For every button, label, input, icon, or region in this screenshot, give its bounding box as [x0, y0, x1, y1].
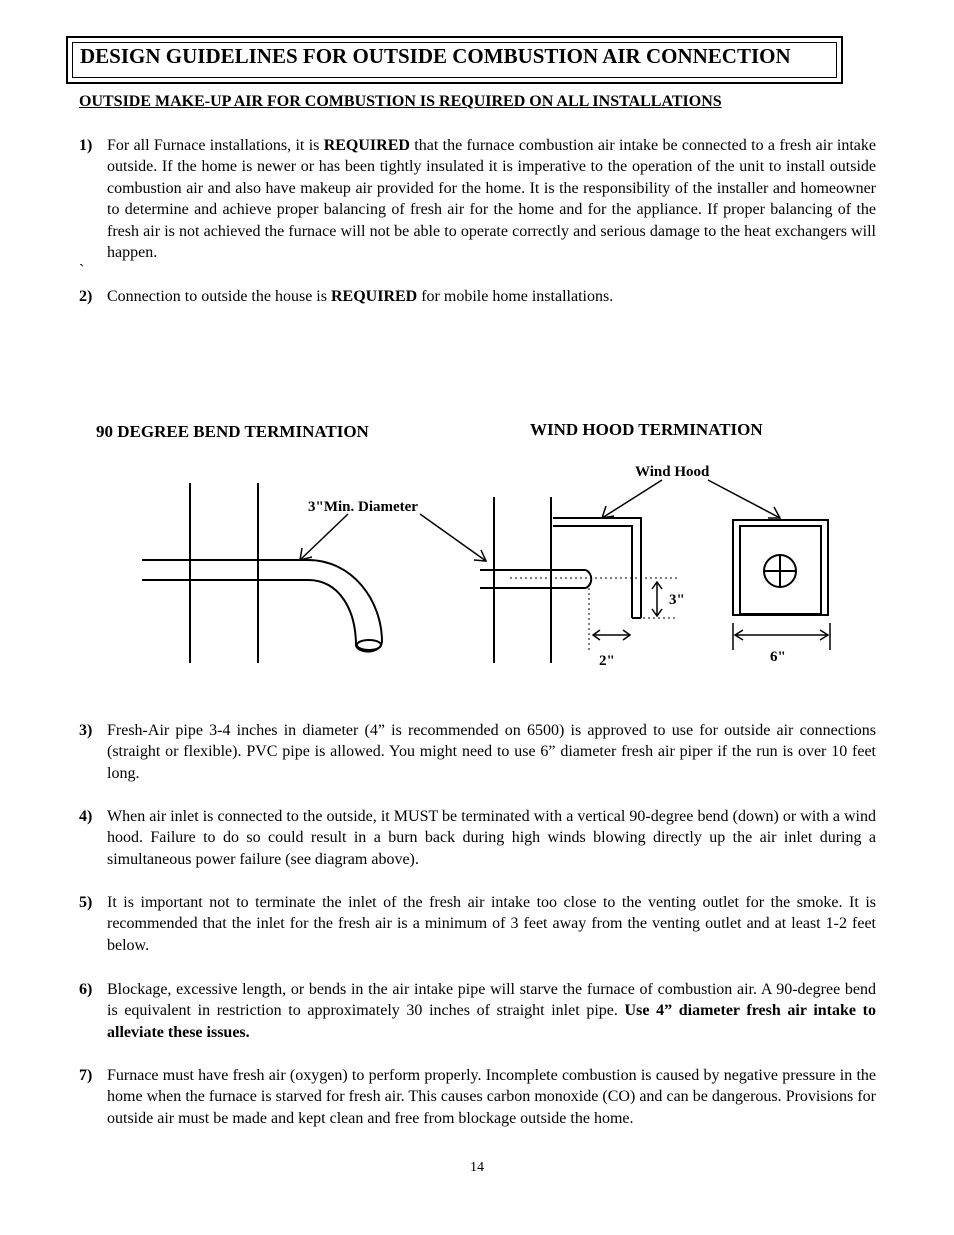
item-text: Fresh-Air pipe 3-4 inches in diameter (4” is recommended on 6500) is approved to use for outside air connections (straight or flexible). PVC pipe is allowed. You might need to use 6” diameter fresh air piper if the run is over 10 feet long.	[107, 722, 876, 782]
item-number: 5)	[79, 894, 93, 911]
wind-hood-label: Wind Hood	[635, 464, 710, 480]
diameter-label: 3"Min. Diameter	[308, 499, 418, 515]
section-subtitle: OUTSIDE MAKE-UP AIR FOR COMBUSTION IS REQUIRED ON ALL INSTALLATIONS	[79, 93, 722, 110]
list-item-3	[79, 720, 876, 784]
page-title: DESIGN GUIDELINES FOR OUTSIDE COMBUSTION AIR CONNECTION	[80, 44, 791, 68]
hood-termination-drawing	[480, 497, 828, 663]
list-item-4	[79, 806, 876, 870]
item-text: Furnace must have fresh air (oxygen) to perform properly. Incomplete combustion is caused by negative pressure in the home when the furnace is starved for fresh air. This causes carbon monoxide (CO) and can be dangerous. Provisions for outside air must be made and kept clean and free from blockage outside the home.	[107, 1067, 876, 1127]
item-number: 2)	[79, 288, 93, 305]
stray-mark: `	[79, 262, 85, 279]
item-text: Connection to outside the house is REQUIRED for mobile home installations.	[107, 288, 614, 305]
item-number: 3)	[79, 722, 93, 739]
list-item-6	[79, 979, 876, 1043]
list-item-5	[79, 892, 876, 956]
dimension-2-label: 2"	[599, 653, 615, 669]
dimension-6-label: 6"	[770, 649, 786, 665]
item-text: For all Furnace installations, it is REQUIRED that the furnace combustion air intake be connected to a fresh air intake outside. If the home is newer or has been tightly insulated it is imperative to the operation of the unit to install outside combustion air and also have makeup air provided for the home. It is the responsibility of the installer and homeowner to determine and achieve proper balancing of fresh air for the home and for the appliance. If proper balancing of the fresh air is not achieved the furnace will not be able to operate correctly and serious damage to the heat exchangers will happen.	[107, 137, 876, 262]
item-text: Blockage, excessive length, or bends in the air intake pipe will starve the furnace of combustion air. A 90-degree bend is equivalent in restriction to approximately 30 inches of straight inlet pipe. Use 4” diameter fresh air intake to alleviate these issues.	[107, 981, 876, 1041]
left-diagram-title: 90 DEGREE BEND TERMINATION	[96, 422, 369, 441]
dimension-3-label: 3"	[669, 592, 685, 608]
item-number: 6)	[79, 981, 93, 998]
item-text: It is important not to terminate the inlet of the fresh air intake too close to the venting outlet for the smoke. It is recommended that the inlet for the fresh air is a minimum of 3 feet away from the venting outlet and at least 1-2 feet below.	[107, 894, 876, 954]
termination-diagram	[90, 410, 860, 680]
page-number: 14	[470, 1160, 484, 1175]
item-text: When air inlet is connected to the outside, it MUST be terminated with a vertical 90-degree bend (down) or with a wind hood. Failure to do so could result in a burn back during high winds blowing directly up the air inlet during a simultaneous power failure (see diagram above).	[107, 808, 876, 868]
title-box	[66, 36, 843, 84]
list-item-7	[79, 1065, 876, 1129]
right-diagram-title: WIND HOOD TERMINATION	[530, 420, 763, 439]
list-item-2	[79, 286, 876, 307]
item-number: 1)	[79, 137, 93, 154]
label-leader-arrows	[300, 480, 780, 561]
item-number: 7)	[79, 1067, 93, 1084]
list-item-1	[79, 135, 876, 263]
item-number: 4)	[79, 808, 93, 825]
